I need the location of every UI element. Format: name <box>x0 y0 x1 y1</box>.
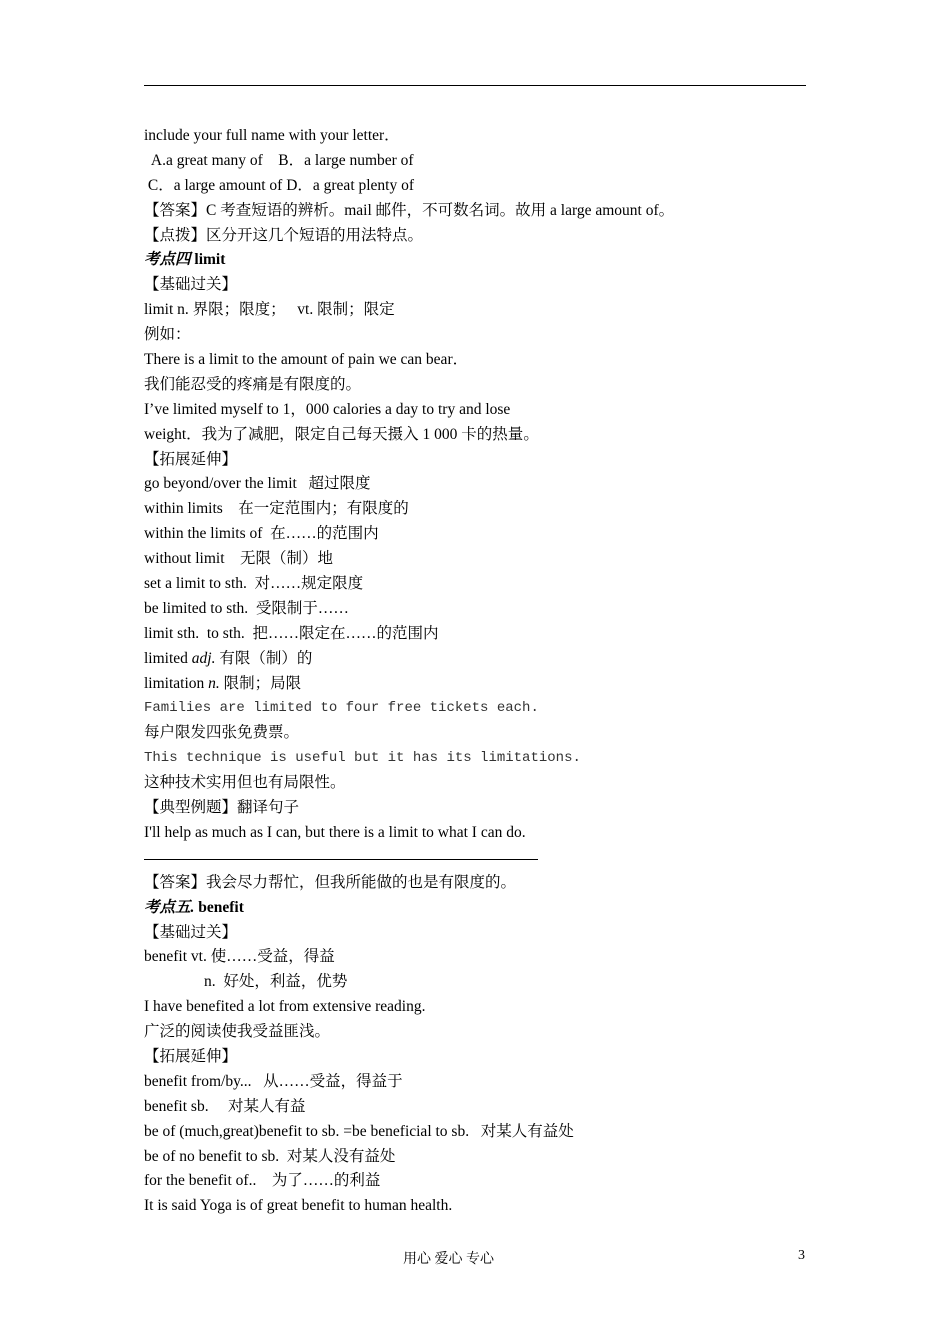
phrase-line <box>144 672 806 697</box>
definition-line: limit n. 界限；限度； vt. 限制；限定 <box>144 301 395 319</box>
section-number: 考点四 <box>144 251 191 269</box>
example-translation: 这种技术实用但也有局限性。 <box>144 774 346 792</box>
example-translation: 我们能忍受的疼痛是有限度的。 <box>144 375 362 393</box>
example-translation: 每户限发四张免费票。 <box>144 724 300 742</box>
section-number: 考点五. <box>144 898 195 916</box>
example-sentence: weight．我为了减肥，限定自己每天摄入 1 000 卡的热量。 <box>144 425 539 443</box>
answer-blank <box>144 846 806 871</box>
text-line: 例如： <box>144 326 191 344</box>
phrase-line: go beyond/over the limit 超过限度 <box>144 475 371 493</box>
section-heading <box>144 896 806 921</box>
part-of-speech: n. <box>208 674 220 692</box>
part-of-speech: adj. <box>191 649 216 667</box>
word: limitation <box>144 674 209 692</box>
phrase-line <box>144 647 806 672</box>
phrase-line: within limits 在一定范围内；有限度的 <box>144 500 409 518</box>
phrase-line: limit sth. to sth. 把……限定在……的范围内 <box>144 624 439 642</box>
option-line: C．a large amount of D．a great plenty of <box>144 176 415 194</box>
tip-line: 【点拨】区分开这几个短语的用法特点。 <box>144 226 424 244</box>
example-sentence: Families are limited to four free tickets each. <box>144 700 539 717</box>
phrase-line: for the benefit of.. 为了……的利益 <box>144 1172 381 1190</box>
section-keyword: benefit <box>198 898 244 916</box>
subsection-label: 【典型例题】翻译句子 <box>144 799 300 817</box>
subsection-label: 【基础过关】 <box>144 923 238 941</box>
section-keyword: limit <box>194 251 226 269</box>
answer-line: 【答案】C 考查短语的辨析。mail 邮件，不可数名词。故用 a large amount of。 <box>144 201 675 219</box>
phrase-line: within the limits of 在……的范围内 <box>144 525 379 543</box>
example-sentence: I’ve limited myself to 1，000 calories a day to try and lose <box>144 400 511 418</box>
meaning: 有限（制）的 <box>215 649 313 667</box>
phrase-line: be of (much,great)benefit to sb. =be beneficial to sb. 对某人有益处 <box>144 1122 574 1140</box>
phrase-line: benefit from/by... 从……受益，得益于 <box>144 1072 403 1090</box>
subsection-label: 【拓展延伸】 <box>144 450 238 468</box>
phrase-line: set a limit to sth. 对……规定限度 <box>144 575 364 593</box>
phrase-line: benefit sb. 对某人有益 <box>144 1097 306 1115</box>
example-sentence: I have benefited a lot from extensive reading. <box>144 998 426 1016</box>
example-sentence: There is a limit to the amount of pain we can bear． <box>144 351 469 369</box>
footer-motto: 用心 爱心 专心 <box>403 1252 494 1267</box>
example-sentence: It is said Yoga is of great benefit to human health. <box>144 1197 453 1215</box>
answer-line: 【答案】我会尽力帮忙，但我所能做的也是有限度的。 <box>144 873 517 891</box>
phrase-line: without limit 无限（制）地 <box>144 550 334 568</box>
option-line: A.a great many of B．a large number of <box>144 151 414 169</box>
definition-line: n. 好处，利益，优势 <box>204 973 348 991</box>
header-rule <box>144 85 806 86</box>
phrase-line: be of no benefit to sb. 对某人没有益处 <box>144 1147 396 1165</box>
example-sentence: This technique is useful but it has its limitations. <box>144 750 581 767</box>
phrase-line: be limited to sth. 受限制于…… <box>144 599 349 617</box>
example-translation: 广泛的阅读使我受益匪浅。 <box>144 1023 331 1041</box>
subsection-label: 【基础过关】 <box>144 276 238 294</box>
meaning: 限制；局限 <box>219 674 302 692</box>
subsection-label: 【拓展延伸】 <box>144 1047 238 1065</box>
text-line: include your full name with your letter． <box>144 127 400 144</box>
definition-line: benefit vt. 使……受益，得益 <box>144 948 335 966</box>
section-heading <box>144 248 806 273</box>
document-body <box>144 124 806 1219</box>
exercise-sentence: I'll help as much as I can, but there is a limit to what I can do. <box>144 823 526 841</box>
word: limited <box>144 649 192 667</box>
page-number: 3 <box>798 1248 805 1263</box>
